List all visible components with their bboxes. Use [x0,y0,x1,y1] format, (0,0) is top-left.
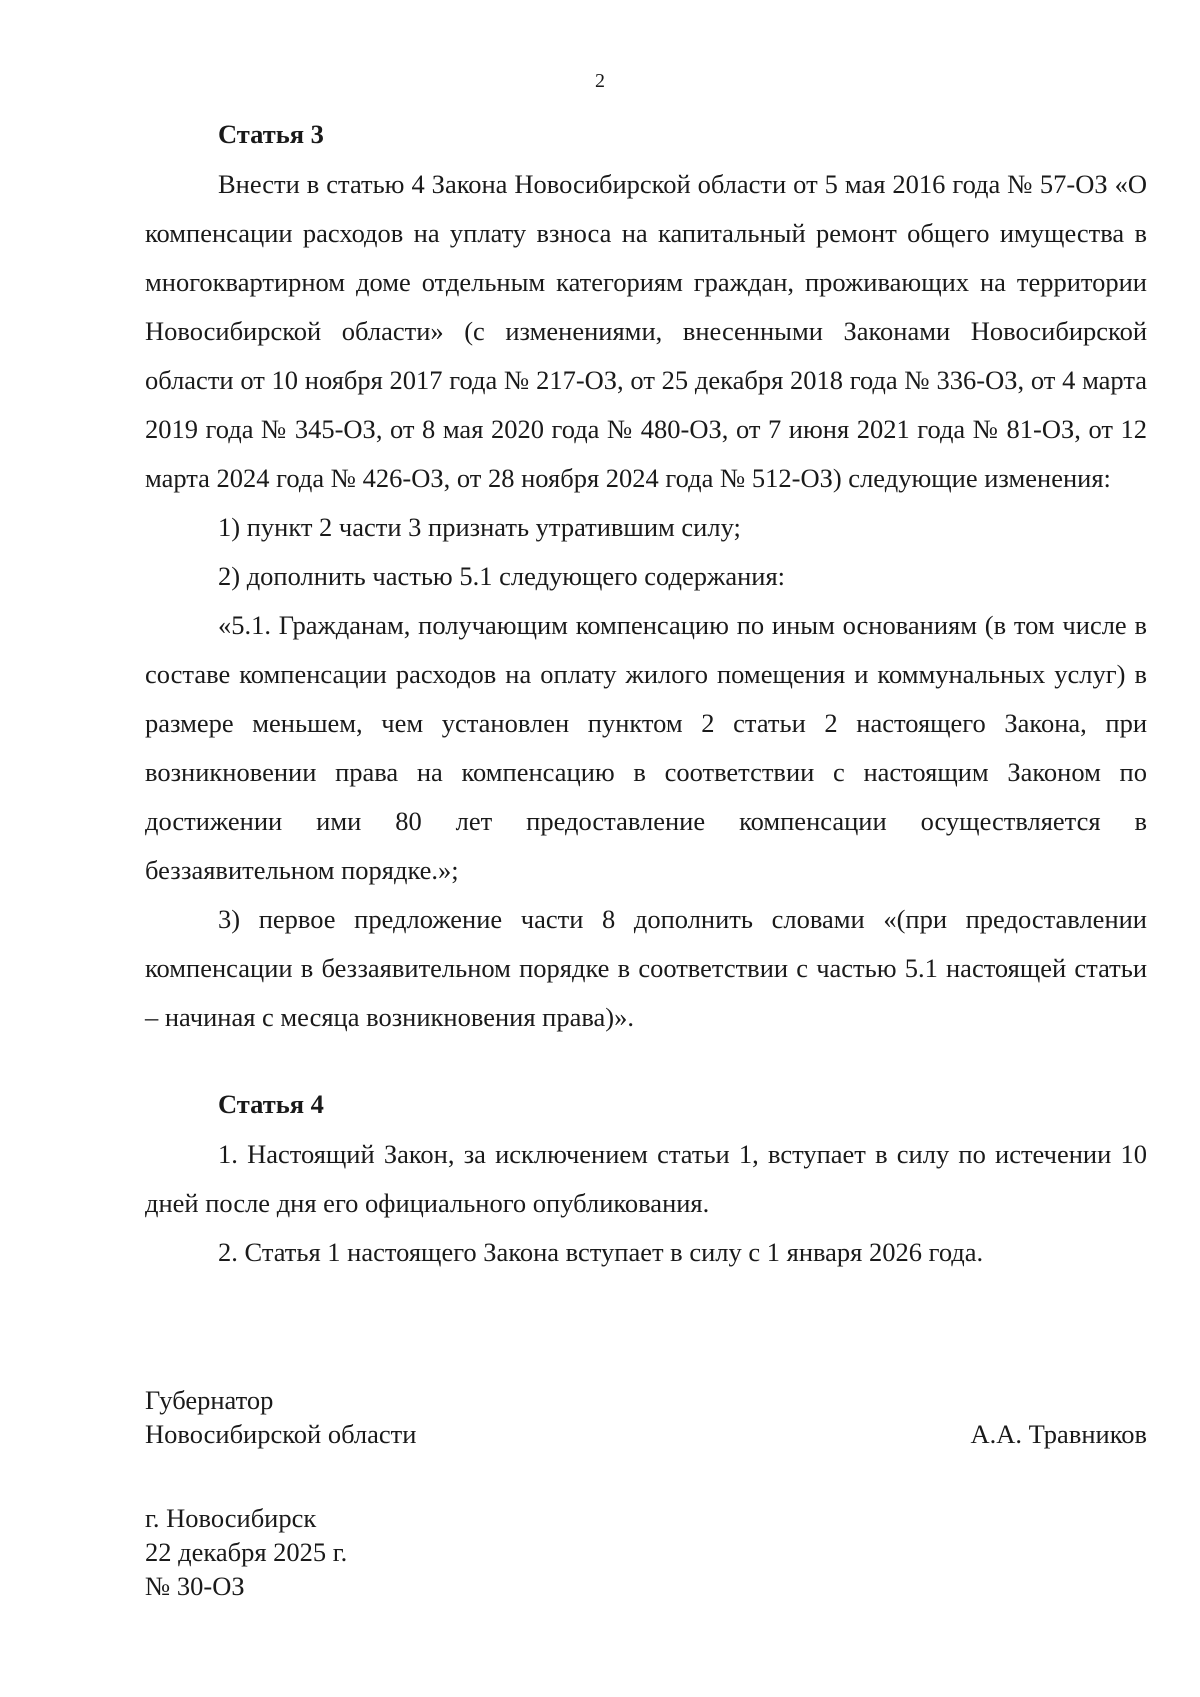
signature-title-line-2: Новосибирской области [145,1419,417,1449]
signature-block [145,1383,1147,1451]
document-date: 22 декабря 2025 г. [145,1537,348,1567]
article-3-paragraph-1: Внести в статью 4 Закона Новосибирской области от 5 мая 2016 года № 57-ОЗ «О компенсации расходов на уплату взноса на капитальный ремонт общего имущества в многоквартирном доме отдельным категориям граждан, проживающих на территории Новосибирской области» (с изменениями, внесенными Законами Новосибирской области от 10 ноября 2017 года № 217-ОЗ, от 25 декабря 2018 года № 336-ОЗ, от 4 марта 2019 года № 345-ОЗ, от 8 мая 2020 года № 480-ОЗ, от 7 июня 2021 года № 81-ОЗ, от 12 марта 2024 года № 426-ОЗ, от 28 ноября 2024 года № 512-ОЗ) следующие изменения: [145,169,1147,493]
document-city: г. Новосибирск [145,1503,317,1533]
article-3-paragraph-3: 2) дополнить частью 5.1 следующего содержания: [218,561,785,591]
signature-title-line-1: Губернатор [145,1385,274,1415]
article-3-paragraph-5: 3) первое предложение части 8 дополнить словами «(при предоставлении компенсации в беззаявительном порядке в соответствии с частью 5.1 настоящей статьи – начиная с месяца возникновения права)». [145,904,1147,1032]
document-meta [145,1501,347,1603]
signature-row [145,1417,1147,1451]
signatory-name: А.А. Травников [970,1419,1147,1449]
article-3-heading: Статья 3 [218,119,324,149]
article-3-paragraph-2: 1) пункт 2 части 3 признать утратившим силу; [218,512,741,542]
document-body [145,108,1147,1277]
article-4-heading: Статья 4 [218,1089,324,1119]
article-4-paragraph-1: 1. Настоящий Закон, за исключением статьи 1, вступает в силу по истечении 10 дней после дня его официального опубликования. [145,1139,1147,1218]
article-3-paragraph-4: «5.1. Гражданам, получающим компенсацию по иным основаниям (в том числе в составе компенсации расходов на оплату жилого помещения и коммунальных услуг) в размере меньшем, чем установлен пунктом 2 статьи 2 настоящего Закона, при возникновении права на компенсацию в соответствии с настоящим Законом по достижении ими 80 лет предоставление компенсации осуществляется в беззаявительном порядке.»; [145,610,1147,885]
article-4-paragraph-2: 2. Статья 1 настоящего Закона вступает в силу с 1 января 2026 года. [218,1237,984,1267]
page-number: 2 [595,70,605,92]
document-number: № 30-ОЗ [145,1571,245,1601]
